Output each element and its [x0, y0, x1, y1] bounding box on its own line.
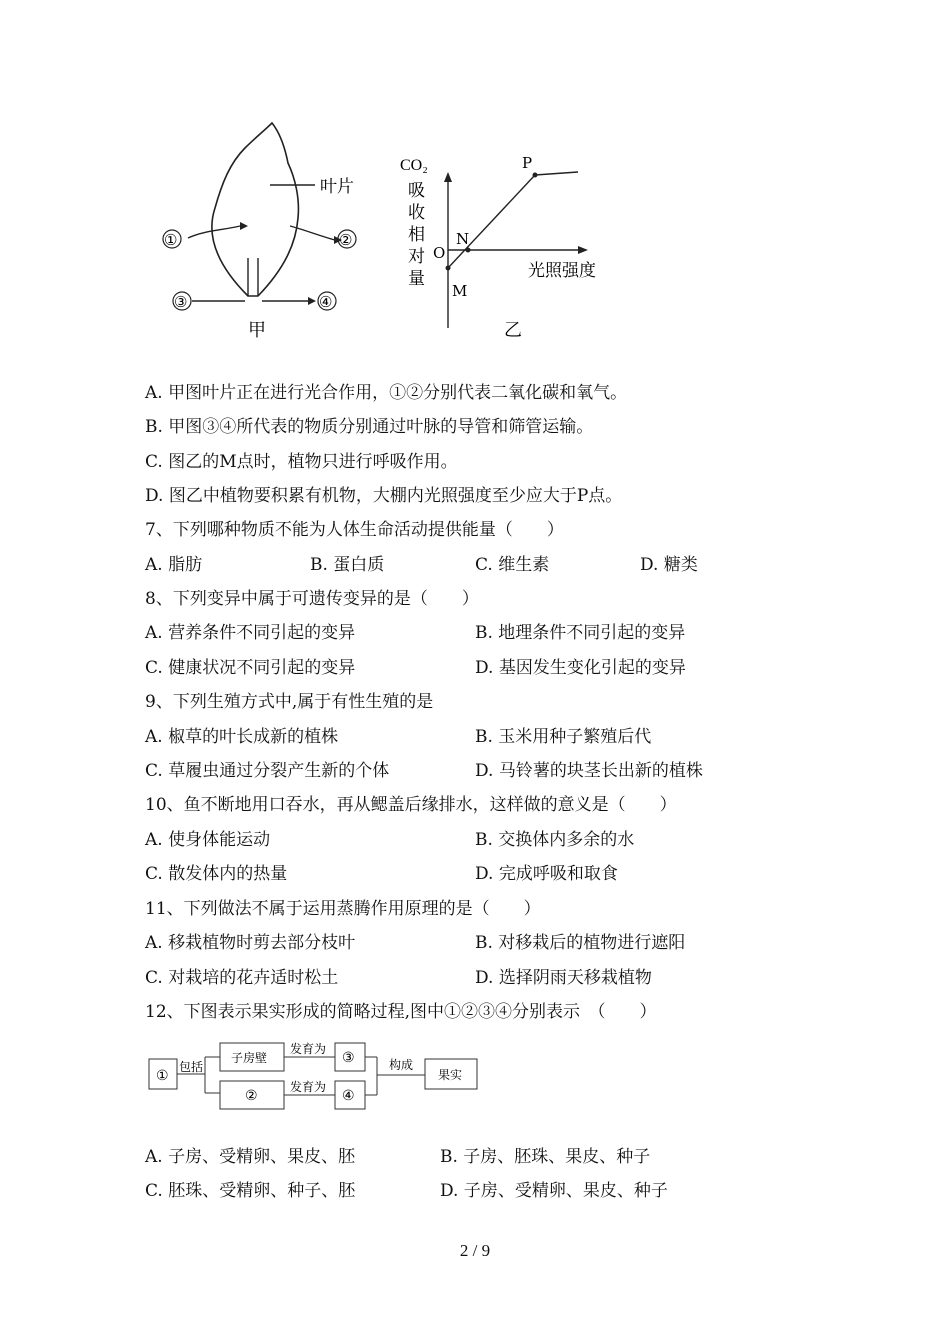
q10-option-c: C. 散发体内的热量	[145, 864, 288, 884]
flow-include: 包括	[179, 1060, 204, 1074]
mark-1: ①	[164, 231, 178, 249]
q7-option-a: A. 脂肪	[145, 555, 203, 575]
mark-3: ③	[174, 293, 188, 311]
q11-option-c: C. 对栽培的花卉适时松土	[145, 968, 339, 988]
q7-option-d: D. 糖类	[640, 555, 698, 575]
caption-jia: 甲	[248, 320, 266, 340]
flow-develop-2: 发育为	[290, 1080, 327, 1094]
flow-compose: 构成	[389, 1058, 414, 1072]
flow-fruit: 果实	[438, 1068, 463, 1082]
q10-option-d: D. 完成呼吸和取食	[475, 864, 618, 884]
q6-option-d: D. 图乙中植物要积累有机物，大棚内光照强度至少应大于P点。	[145, 486, 623, 506]
y-label-char-5: 量	[408, 269, 425, 288]
flow-develop-1: 发育为	[290, 1042, 327, 1056]
flow-box-4: ④	[342, 1088, 355, 1104]
leaf-outline	[212, 123, 299, 296]
q9-stem: 9、下列生殖方式中,属于有性生殖的是	[145, 692, 434, 712]
q11-option-a: A. 移栽植物时剪去部分枝叶	[145, 933, 356, 953]
q8-option-c: C. 健康状况不同引起的变异	[145, 658, 356, 678]
flow-box-1: ①	[156, 1068, 169, 1084]
page-number: 2 / 9	[459, 1241, 491, 1260]
y-label-char-2: 收	[408, 203, 425, 222]
q9-option-c: C. 草履虫通过分裂产生新的个体	[145, 761, 390, 781]
q8-option-a: A. 营养条件不同引起的变异	[145, 623, 356, 643]
point-p: P	[522, 154, 533, 172]
q8-option-b: B. 地理条件不同引起的变异	[475, 623, 686, 643]
x-label: 光照强度	[528, 261, 596, 280]
q7-option-c: C. 维生素	[475, 555, 550, 575]
y-label-char-3: 相	[408, 225, 425, 244]
q7-stem: 7、下列哪种物质不能为人体生命活动提供能量（ ）	[145, 520, 564, 540]
y-label-char-1: 吸	[408, 181, 425, 200]
q6-option-a: A. 甲图叶片正在进行光合作用，①②分别代表二氧化碳和氧气。	[145, 383, 628, 403]
fruit-formation-diagram	[145, 1035, 485, 1115]
q11-option-d: D. 选择阴雨天移栽植物	[475, 968, 652, 988]
y-label-char-4: 对	[408, 247, 425, 266]
mark-2: ②	[339, 231, 353, 249]
q11-stem: 11、下列做法不属于运用蒸腾作用原理的是（ ）	[145, 899, 541, 919]
flow-box-2: ②	[245, 1088, 258, 1104]
point-o: O	[433, 244, 446, 262]
caption-yi: 乙	[504, 320, 522, 340]
q10-option-a: A. 使身体能运动	[145, 830, 271, 850]
q8-stem: 8、下列变异中属于可遗传变异的是（ ）	[145, 589, 479, 609]
y-label-co2: CO₂	[400, 157, 428, 174]
flow-box-3: ③	[342, 1050, 355, 1066]
point-m: M	[452, 282, 468, 300]
q8-option-d: D. 基因发生变化引起的变异	[475, 658, 686, 678]
q9-option-a: A. 椒草的叶长成新的植株	[145, 727, 339, 747]
point-n: N	[456, 230, 470, 248]
q12-stem: 12、下图表示果实形成的简略过程,图中①②③④分别表示 （ ）	[145, 1002, 657, 1022]
flow-ovary-wall: 子房壁	[231, 1051, 268, 1065]
q6-option-c: C. 图乙的M点时，植物只进行呼吸作用。	[145, 452, 458, 472]
q12-option-b: B. 子房、胚珠、果皮、种子	[440, 1147, 651, 1167]
q10-stem: 10、鱼不断地用口吞水，再从鳃盖后缘排水，这样做的意义是（ ）	[145, 795, 677, 815]
q12-option-a: A. 子房、受精卵、果皮、胚	[145, 1147, 356, 1167]
leaf-label: 叶片	[320, 177, 354, 196]
mark-4: ④	[319, 293, 333, 311]
q12-option-c: C. 胚珠、受精卵、种子、胚	[145, 1181, 356, 1201]
q10-option-b: B. 交换体内多余的水	[475, 830, 635, 850]
q9-option-b: B. 玉米用种子繁殖后代	[475, 727, 652, 747]
q12-option-d: D. 子房、受精卵、果皮、种子	[440, 1181, 668, 1201]
photosynthesis-figure	[150, 118, 620, 348]
q9-option-d: D. 马铃薯的块茎长出新的植株	[475, 761, 703, 781]
q7-option-b: B. 蛋白质	[310, 555, 385, 575]
q6-option-b: B. 甲图③④所代表的物质分别通过叶脉的导管和筛管运输。	[145, 417, 594, 437]
q11-option-b: B. 对移栽后的植物进行遮阳	[475, 933, 686, 953]
